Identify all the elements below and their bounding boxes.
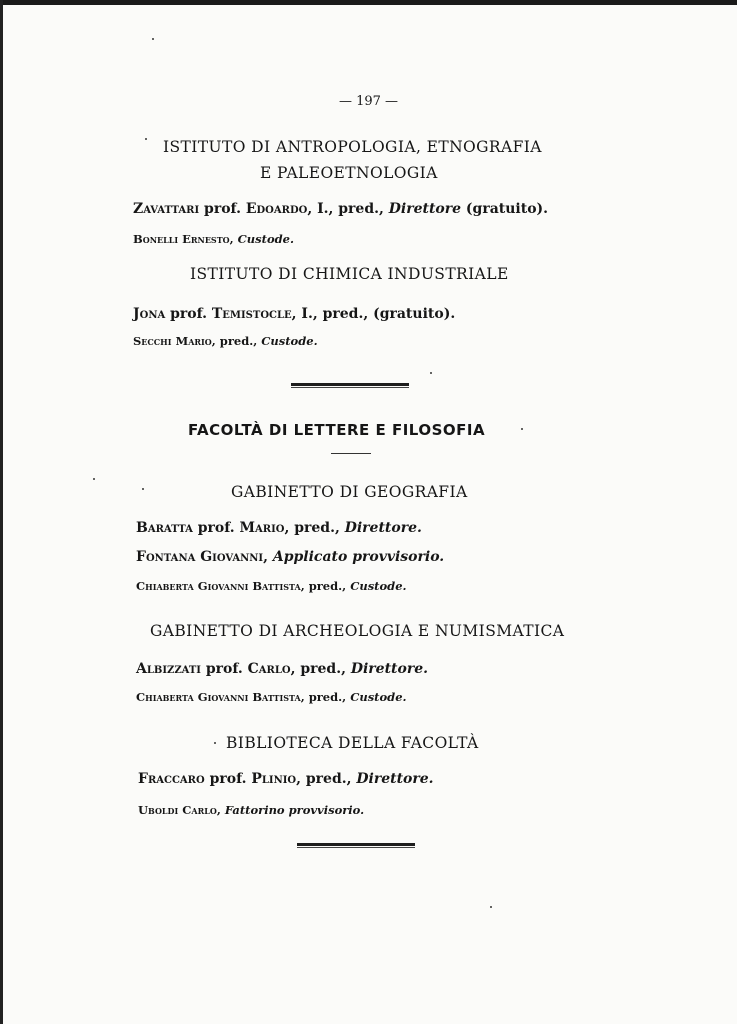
entry-surname: Secchi — [133, 334, 172, 348]
entry-surname: Jona — [133, 306, 166, 322]
entry-fontana — [136, 549, 444, 565]
entry-role: Direttore. — [356, 771, 434, 787]
entry-role: Direttore — [388, 201, 462, 217]
entry-role: Custode. — [261, 334, 318, 348]
entry-firstname: Giovanni — [200, 549, 264, 565]
scan-speck — [521, 428, 523, 430]
entry-title: prof. — [199, 201, 246, 217]
entry-details: , pred., — [296, 771, 357, 787]
entry-details: , I., pred., (gratuito). — [291, 306, 456, 322]
entry-details: , — [229, 232, 238, 246]
entry-firstname: Plinio — [251, 771, 297, 787]
scan-speck — [490, 906, 492, 908]
entry-firstname: Carlo — [247, 661, 291, 677]
entry-firstname: Ernesto — [182, 232, 230, 246]
entry-details: , pred., — [290, 661, 351, 677]
scan-speck — [145, 138, 147, 140]
entry-firstname: Mario — [239, 520, 285, 536]
entry-baratta — [136, 520, 422, 536]
entry-role: Direttore. — [350, 661, 428, 677]
scan-speck — [214, 742, 216, 744]
entry-zavattari — [133, 201, 548, 217]
entry-details: , pred., — [284, 520, 345, 536]
entry-title: prof. — [192, 520, 240, 536]
entry-firstname: Giovanni Battista — [197, 690, 301, 704]
entry-surname: Albizzati — [136, 661, 201, 677]
entry-surname: Chiaberta — [136, 579, 194, 593]
entry-role: Direttore. — [344, 520, 422, 536]
section-title-chimica: ISTITUTO DI CHIMICA INDUSTRIALE — [190, 265, 509, 283]
entry-chiaberta-geografia — [136, 579, 407, 593]
scan-speck — [152, 38, 154, 40]
entry-firstname: Giovanni Battista — [197, 579, 301, 593]
entry-jona — [133, 306, 455, 322]
entry-secchi — [133, 334, 318, 348]
page-number: — 197 — — [338, 94, 399, 109]
entry-details: , pred., — [300, 690, 351, 704]
entry-details: , pred., — [211, 334, 262, 348]
entry-surname: Bonelli — [133, 232, 179, 246]
entry-fraccaro — [138, 771, 434, 787]
faculty-underline — [331, 453, 371, 454]
scan-left-edge — [0, 0, 3, 1024]
section-title-biblioteca: BIBLIOTECA DELLA FACOLTÀ — [226, 734, 479, 752]
entry-surname: Baratta — [136, 520, 193, 536]
entry-surname: Chiaberta — [136, 690, 194, 704]
section-title-antropologia-line2: E PALEOETNOLOGIA — [260, 164, 438, 182]
entry-uboldi — [138, 803, 364, 817]
entry-role: Custode. — [237, 232, 294, 246]
entry-firstname: Edoardo — [245, 201, 308, 217]
entry-title: prof. — [204, 771, 252, 787]
entry-details: , — [216, 803, 225, 817]
entry-role: Custode. — [350, 579, 407, 593]
entry-firstname: Mario — [175, 334, 212, 348]
scan-top-edge — [0, 0, 737, 5]
faculty-title: FACOLTÀ DI LETTERE E FILOSOFIA — [188, 421, 486, 439]
section-title-antropologia-line1: ISTITUTO DI ANTROPOLOGIA, ETNOGRAFIA — [163, 138, 542, 156]
entry-title: prof. — [200, 661, 248, 677]
end-divider-rule — [297, 843, 415, 848]
entry-firstname: Temistocle — [211, 306, 292, 322]
entry-bonelli — [133, 232, 294, 246]
section-title-geografia: GABINETTO DI GEOGRAFIA — [231, 483, 468, 501]
entry-surname: Fontana — [136, 549, 196, 565]
scan-speck — [142, 488, 144, 490]
entry-firstname: Carlo — [182, 803, 217, 817]
entry-albizzati — [136, 661, 428, 677]
entry-surname: Zavattari — [133, 201, 200, 217]
scan-speck — [430, 372, 432, 374]
entry-tail: (gratuito). — [461, 201, 549, 217]
entry-role: Applicato provvisorio. — [272, 549, 445, 565]
entry-details: , — [263, 549, 273, 565]
entry-title: prof. — [165, 306, 212, 322]
entry-details: , I., pred., — [307, 201, 389, 217]
entry-chiaberta-archeologia — [136, 690, 407, 704]
entry-role: Custode. — [350, 690, 407, 704]
entry-surname: Fraccaro — [138, 771, 205, 787]
section-divider-rule — [291, 383, 409, 388]
entry-role: Fattorino provvisorio. — [224, 803, 365, 817]
entry-details: , pred., — [300, 579, 351, 593]
entry-surname: Uboldi — [138, 803, 179, 817]
scan-speck — [93, 478, 95, 480]
section-title-archeologia: GABINETTO DI ARCHEOLOGIA E NUMISMATICA — [150, 622, 565, 640]
